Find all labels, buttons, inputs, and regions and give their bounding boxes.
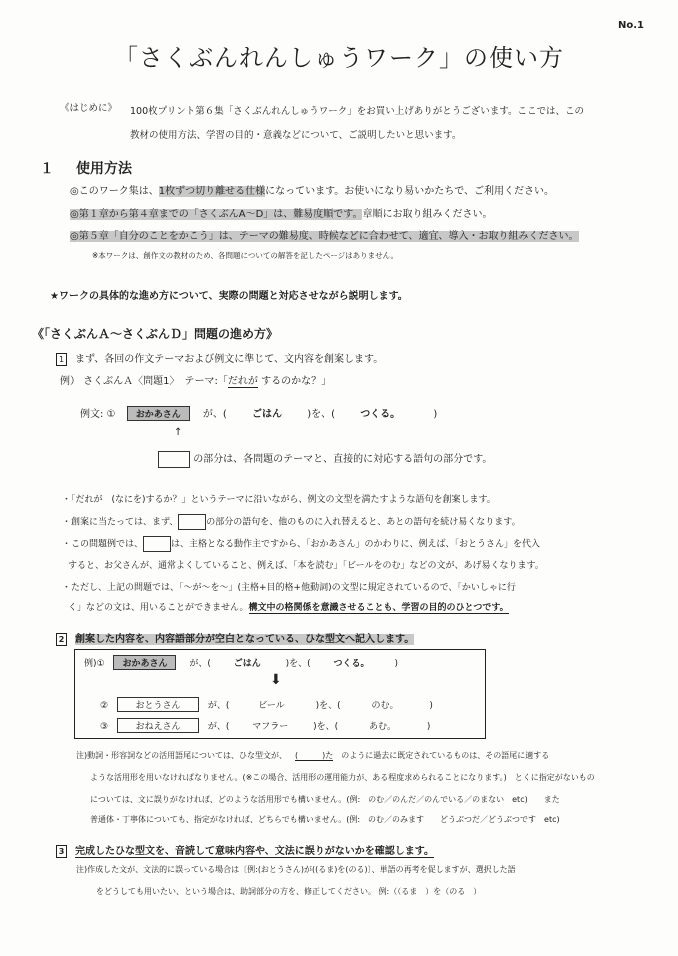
reibun-line bbox=[80, 405, 437, 421]
example-text-b: するのかな？」 bbox=[261, 376, 332, 387]
row3-ga: が、( bbox=[207, 722, 230, 732]
reibun-close: ) bbox=[433, 409, 438, 420]
row3-verb: あむ。 bbox=[369, 722, 397, 732]
bullet-2-highlight: ◎第１章から第４章までの「さくぶんA～D」は、難易度順です。 bbox=[70, 209, 363, 220]
row1-close: ) bbox=[394, 659, 398, 669]
row1-subject: おかあさん bbox=[113, 655, 176, 670]
empty-box bbox=[158, 451, 190, 468]
bullet-3-highlight: ◎第５章「自分のことをかこう」は、テーマの難易度、時候などに合わせて、適宜、導入・お取り組みください。 bbox=[70, 231, 579, 242]
row1-ga: が、( bbox=[189, 659, 211, 669]
bullet-1 bbox=[70, 182, 554, 197]
template-row-3 bbox=[100, 718, 430, 733]
reibun-verb: つくる。 bbox=[360, 409, 401, 420]
row2-object: ビール bbox=[258, 701, 285, 711]
step2 bbox=[56, 630, 414, 646]
bullet-1-text-a: ◎このワーク集は、 bbox=[70, 186, 159, 197]
inline-box-2 bbox=[143, 536, 171, 552]
page-number: No.1 bbox=[618, 20, 644, 31]
note2-text-b: のように過去に既定されているものは、その語尾に適する bbox=[341, 751, 550, 760]
bullet-2 bbox=[70, 205, 492, 220]
row1-wo: )を、( bbox=[285, 659, 311, 669]
no-answer-note: ※本ワークは、創作文の教材のため、各問題についての解答を記したページはありません。 bbox=[92, 251, 399, 260]
note2-line-4: 普通体・丁寧体についても、指定がなければ、どちらでも構いません。(例: のむ／のみます どうぶつだ／どうぶつです etc) bbox=[90, 815, 560, 824]
down-arrow: ⬇ bbox=[270, 672, 282, 688]
note2-line-1 bbox=[76, 750, 656, 761]
note2-line-2: ような活用形を用いなければなりません。(※この場合、活用形の運用能力が、ある程度求められることになります。) とくに指定がないもの bbox=[90, 773, 595, 782]
up-arrow: ↑ bbox=[174, 427, 183, 438]
template-row-1 bbox=[84, 655, 398, 670]
note2-line-3: については、文に誤りがなければ、どのような活用形でも構いません。(例: のむ／のんだ／のんでいる／のまない etc) また bbox=[90, 795, 560, 804]
bullet-1-text-b: になっています。お使いになり易いかたちで、ご利用ください。 bbox=[265, 186, 555, 197]
row3-subject: おねえさん bbox=[117, 718, 199, 733]
row1-label: 例)① bbox=[84, 659, 105, 669]
para-2-text-b: の部分の語句を、他のものに入れ替えると、あとの語句を続け易くなります。 bbox=[206, 517, 521, 528]
step2-number: 2 bbox=[56, 633, 67, 646]
reibun-object: ごはん bbox=[252, 409, 282, 420]
para-3-text-a: ・この問題例では、 bbox=[62, 539, 144, 550]
para-6 bbox=[68, 600, 509, 613]
example-label: 例） bbox=[60, 376, 80, 387]
row1-object: ごはん bbox=[233, 659, 261, 669]
step1-number: 1 bbox=[56, 353, 67, 366]
step2-text: 創案した内容を、内容語部分が空白となっている、ひな型文へ記入します。 bbox=[75, 634, 415, 645]
para-5: ・ただし、上記の問題では、「～が～を～」(主格+目的格+他動詞)の文型に規定されているので、「かいしゃに行 bbox=[62, 583, 516, 593]
row3-number: ③ bbox=[100, 722, 109, 732]
para-3 bbox=[62, 536, 540, 552]
reibun-label: 例文: ① bbox=[80, 409, 116, 420]
star-line: ★ワークの具体的な進め方について、実際の問題と対応させながら説明します。 bbox=[50, 291, 408, 302]
reibun-wo: )を、( bbox=[307, 409, 335, 420]
para-1: ・「だれが (なにを)するか？」というテーマに沿いながら、例文の文型を満たすような語句を創案します。 bbox=[62, 495, 496, 505]
row3-wo: )を、( bbox=[313, 722, 339, 732]
para-2-text-a: ・創案に当たっては、まず、 bbox=[62, 517, 179, 528]
note3-line-2: をどうしても用いたい、という場合は、助詞部分の方を、修正してください。 例:（（るま ）を（のる ） bbox=[96, 887, 482, 896]
note2-text-a: 注)動詞・形容詞などの活用語尾については、ひな型文が、 bbox=[76, 751, 287, 760]
intro-line-1: 100枚プリント第６集「さくぶんれんしゅうワーク」をお買い上げありがとうございます。ここでは、この bbox=[130, 106, 584, 117]
section2-heading: 《「さくぶんＡ～さくぶんＤ」問題の進め方》 bbox=[32, 327, 279, 341]
section1-heading bbox=[40, 158, 132, 178]
box-note-line bbox=[158, 450, 492, 468]
bullet-2-text: 章順にお取り組みください。 bbox=[362, 209, 493, 220]
bullet-1-highlight: 1枚ずつ切り離せる仕様 bbox=[158, 186, 266, 197]
row2-subject: おとうさん bbox=[117, 697, 199, 712]
intro-label: 《はじめに》 bbox=[60, 103, 118, 114]
row2-verb: のむ。 bbox=[371, 701, 399, 711]
reibun-ga: が、( bbox=[202, 409, 227, 420]
step1 bbox=[56, 350, 383, 366]
para-6-underlined: 構文中の格関係を意識させることも、学習の目的のひとつです。 bbox=[248, 603, 509, 613]
para-6-text-a: く」などの文は、用いることができません。 bbox=[68, 603, 249, 613]
step3-number: 3 bbox=[56, 845, 67, 858]
note3-line-1: 注)作成した文が、文法的に誤っている場合は〔例:(おとうさん)が((るま)を(のる)〕、単語の再考を促しますが、選択した語 bbox=[76, 865, 516, 874]
row2-wo: )を、( bbox=[315, 701, 341, 711]
example-theme: だれが bbox=[227, 376, 258, 387]
row3-close: ) bbox=[426, 722, 431, 732]
row3-object: マフラー bbox=[252, 722, 289, 732]
example-line bbox=[60, 372, 331, 387]
page-title: 「さくぶんれんしゅうワーク」の使い方 bbox=[114, 44, 564, 72]
inline-box-1 bbox=[178, 514, 206, 530]
para-2 bbox=[62, 514, 521, 530]
step1-text: まず、各回の作文テーマおよび例文に準じて、文内容を創案します。 bbox=[75, 354, 384, 365]
section1-title: 使用方法 bbox=[76, 161, 132, 177]
step3 bbox=[56, 842, 434, 858]
box-note: の部分は、各問題のテーマと、直接的に対応する語句の部分です。 bbox=[193, 454, 493, 465]
row1-verb: つくる。 bbox=[333, 659, 370, 669]
row2-close: ) bbox=[429, 701, 433, 711]
para-3-text-b: は、主格となる動作主ですから、「おかあさん」のかわりに、例えば、「おとうさん」を代入 bbox=[171, 539, 541, 550]
para-4: すると、お父さんが、通常よくしていること、例えば、「本を読む」「ビールをのむ」などの文が、あげ易くなります。 bbox=[68, 561, 544, 571]
template-row-2 bbox=[100, 697, 433, 712]
step3-text: 完成したひな型文を、音読して意味内容や、文法に誤りがないかを確認します。 bbox=[75, 846, 434, 857]
note2-blank: ( )た bbox=[294, 751, 334, 760]
section1-number: １ bbox=[40, 161, 54, 177]
example-text-a: さくぶんＡ〈問題1〉 テーマ:「 bbox=[83, 376, 228, 387]
intro-text bbox=[130, 100, 650, 148]
row2-number: ② bbox=[100, 701, 109, 711]
reibun-subject: おかあさん bbox=[127, 406, 190, 421]
intro-line-2: 教材の使用方法、学習の目的・意義などについて、ご説明したいと思います。 bbox=[130, 130, 462, 141]
bullet-3 bbox=[70, 227, 579, 242]
row2-ga: が、( bbox=[207, 701, 230, 711]
